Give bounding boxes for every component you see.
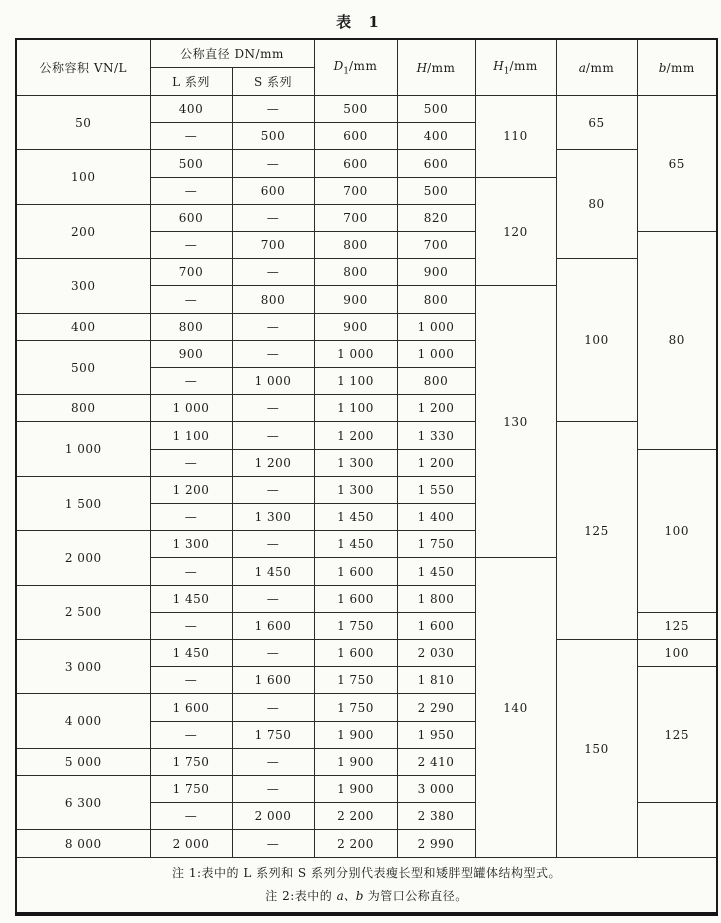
h1-subscript: 1 [503, 66, 510, 77]
cell-l: — [150, 504, 232, 531]
cell-h: 1 400 [397, 504, 475, 531]
cell-d1: 600 [314, 150, 397, 177]
cell-l: — [150, 177, 232, 204]
cell-l: 1 750 [150, 748, 232, 775]
notes-row [16, 858, 717, 915]
cell-h: 500 [397, 177, 475, 204]
cell-s: 800 [232, 286, 314, 313]
cell-l: — [150, 721, 232, 748]
notes-cell [16, 858, 717, 915]
cell-h: 400 [397, 123, 475, 150]
header-volume: 公称容积 VN/L [16, 39, 150, 96]
b-unit: /mm [666, 60, 695, 75]
cell-d1: 1 900 [314, 776, 397, 803]
cell-d1: 800 [314, 232, 397, 259]
cell-b: 100 [637, 640, 717, 667]
cell-d1: 2 200 [314, 830, 397, 858]
cell-h: 1 800 [397, 585, 475, 612]
cell-d1: 700 [314, 177, 397, 204]
cell-h: 1 000 [397, 340, 475, 367]
cell-h: 1 330 [397, 422, 475, 449]
cell-l: — [150, 123, 232, 150]
cell-l: 1 600 [150, 694, 232, 721]
cell-s: 1 750 [232, 721, 314, 748]
cell-b: 80 [637, 232, 717, 450]
cell-d1: 800 [314, 259, 397, 286]
cell-s: — [232, 313, 314, 340]
cell-d1: 1 900 [314, 721, 397, 748]
header-dn-group: 公称直径 DN/mm [150, 39, 314, 68]
cell-d1: 1 750 [314, 612, 397, 639]
header-l-series: L 系列 [150, 68, 232, 96]
cell-l: — [150, 612, 232, 639]
header-h [397, 39, 475, 96]
cell-d1: 1 900 [314, 748, 397, 775]
cell-h1: 110 [475, 96, 556, 178]
h-symbol: H [416, 60, 428, 75]
cell-b: 125 [637, 612, 717, 639]
cell-s: — [232, 585, 314, 612]
cell-h: 900 [397, 259, 475, 286]
cell-s: — [232, 748, 314, 775]
cell-s: 1 450 [232, 558, 314, 585]
cell-h: 820 [397, 204, 475, 231]
cell-h1: 130 [475, 286, 556, 558]
header-b [637, 39, 717, 96]
cell-volume: 1 000 [16, 422, 150, 476]
cell-volume: 500 [16, 340, 150, 394]
cell-h: 1 950 [397, 721, 475, 748]
cell-h: 2 380 [397, 803, 475, 830]
cell-s: — [232, 830, 314, 858]
table-header [16, 39, 717, 96]
cell-d1: 1 000 [314, 340, 397, 367]
cell-s: — [232, 340, 314, 367]
cell-l: — [150, 449, 232, 476]
cell-h: 1 550 [397, 476, 475, 503]
note-1: 注 1:表中的 L 系列和 S 系列分别代表瘦长型和矮胖型罐体结构型式。 [172, 865, 561, 880]
cell-d1: 900 [314, 286, 397, 313]
header-d1 [314, 39, 397, 96]
table-row [16, 150, 717, 177]
cell-l: — [150, 232, 232, 259]
header-row-1 [16, 39, 717, 68]
table-body [16, 96, 717, 858]
cell-d1: 600 [314, 123, 397, 150]
cell-volume: 200 [16, 204, 150, 258]
cell-l: 1 750 [150, 776, 232, 803]
cell-s: — [232, 531, 314, 558]
cell-h1: 140 [475, 558, 556, 858]
table-row [16, 96, 717, 123]
cell-h1: 120 [475, 177, 556, 286]
cell-d1: 1 200 [314, 422, 397, 449]
cell-a: 65 [556, 96, 637, 150]
cell-s: 600 [232, 177, 314, 204]
cell-s: 500 [232, 123, 314, 150]
header-h1 [475, 39, 556, 96]
cell-volume: 3 000 [16, 640, 150, 694]
h1-symbol: H [493, 58, 504, 73]
cell-l: — [150, 803, 232, 830]
cell-d1: 1 100 [314, 368, 397, 395]
table-row [16, 259, 717, 286]
cell-l: 1 450 [150, 585, 232, 612]
cell-s: — [232, 150, 314, 177]
table-row [16, 640, 717, 667]
cell-volume: 800 [16, 395, 150, 422]
cell-h: 2 990 [397, 830, 475, 858]
d1-symbol: D [333, 58, 344, 73]
cell-b [637, 803, 717, 858]
cell-a: 150 [556, 640, 637, 858]
cell-volume: 5 000 [16, 748, 150, 775]
cell-l: 400 [150, 96, 232, 123]
cell-d1: 1 100 [314, 395, 397, 422]
cell-s: 1 200 [232, 449, 314, 476]
cell-d1: 2 200 [314, 803, 397, 830]
cell-h: 1 750 [397, 531, 475, 558]
cell-d1: 500 [314, 96, 397, 123]
cell-volume: 400 [16, 313, 150, 340]
cell-s: 2 000 [232, 803, 314, 830]
cell-s: — [232, 476, 314, 503]
cell-d1: 1 450 [314, 504, 397, 531]
d1-subscript: 1 [343, 66, 350, 77]
cell-l: — [150, 286, 232, 313]
cell-a: 80 [556, 150, 637, 259]
h1-unit: /mm [509, 58, 538, 73]
cell-d1: 1 600 [314, 558, 397, 585]
cell-b: 125 [637, 667, 717, 803]
cell-h: 1 200 [397, 449, 475, 476]
cell-h: 2 410 [397, 748, 475, 775]
header-a [556, 39, 637, 96]
cell-l: 1 100 [150, 422, 232, 449]
cell-volume: 2 000 [16, 531, 150, 585]
cell-s: — [232, 259, 314, 286]
cell-b: 100 [637, 449, 717, 612]
cell-h: 1 000 [397, 313, 475, 340]
cell-s: — [232, 640, 314, 667]
cell-l: 1 300 [150, 531, 232, 558]
table-row [16, 422, 717, 449]
d1-unit: /mm [349, 58, 378, 73]
cell-s: — [232, 395, 314, 422]
cell-l: 800 [150, 313, 232, 340]
cell-d1: 1 750 [314, 694, 397, 721]
spec-table [15, 38, 718, 916]
table-title: 表 1 [336, 13, 385, 31]
cell-l: 600 [150, 204, 232, 231]
cell-l: — [150, 368, 232, 395]
cell-h: 2 290 [397, 694, 475, 721]
cell-h: 1 450 [397, 558, 475, 585]
cell-l: 1 000 [150, 395, 232, 422]
cell-h: 1 600 [397, 612, 475, 639]
cell-h: 800 [397, 286, 475, 313]
table-notes [16, 858, 717, 915]
cell-h: 2 030 [397, 640, 475, 667]
cell-l: 1 450 [150, 640, 232, 667]
cell-l: — [150, 558, 232, 585]
cell-s: 1 600 [232, 667, 314, 694]
cell-volume: 50 [16, 96, 150, 150]
cell-d1: 1 300 [314, 449, 397, 476]
cell-s: — [232, 694, 314, 721]
cell-s: — [232, 96, 314, 123]
cell-l: — [150, 667, 232, 694]
note-2-symbols: a、b [336, 889, 364, 903]
cell-h: 600 [397, 150, 475, 177]
cell-s: — [232, 204, 314, 231]
cell-d1: 1 600 [314, 640, 397, 667]
cell-s: 1 000 [232, 368, 314, 395]
cell-s: — [232, 422, 314, 449]
cell-h: 800 [397, 368, 475, 395]
cell-volume: 100 [16, 150, 150, 204]
cell-h: 3 000 [397, 776, 475, 803]
cell-d1: 900 [314, 313, 397, 340]
a-unit: /mm [585, 60, 615, 75]
cell-a: 100 [556, 259, 637, 422]
cell-l: 500 [150, 150, 232, 177]
cell-volume: 8 000 [16, 830, 150, 858]
cell-s: 700 [232, 232, 314, 259]
cell-h: 700 [397, 232, 475, 259]
cell-l: 1 200 [150, 476, 232, 503]
cell-volume: 4 000 [16, 694, 150, 748]
b-symbol: b [658, 60, 667, 75]
h-unit: /mm [427, 60, 456, 75]
cell-volume: 300 [16, 259, 150, 313]
cell-d1: 1 750 [314, 667, 397, 694]
cell-h: 500 [397, 96, 475, 123]
cell-l: 900 [150, 340, 232, 367]
cell-d1: 1 600 [314, 585, 397, 612]
cell-h: 1 200 [397, 395, 475, 422]
cell-s: — [232, 776, 314, 803]
cell-h: 1 810 [397, 667, 475, 694]
cell-b: 65 [637, 96, 717, 232]
cell-d1: 700 [314, 204, 397, 231]
cell-d1: 1 450 [314, 531, 397, 558]
cell-volume: 6 300 [16, 776, 150, 830]
cell-s: 1 600 [232, 612, 314, 639]
cell-volume: 1 500 [16, 476, 150, 530]
cell-d1: 1 300 [314, 476, 397, 503]
cell-l: 700 [150, 259, 232, 286]
header-s-series: S 系列 [232, 68, 314, 96]
cell-l: 2 000 [150, 830, 232, 858]
cell-s: 1 300 [232, 504, 314, 531]
cell-a: 125 [556, 422, 637, 640]
cell-volume: 2 500 [16, 585, 150, 639]
note-2: 注 2:表中的 a、b 为管口公称直径。 [265, 889, 468, 903]
a-symbol: a [578, 60, 586, 75]
